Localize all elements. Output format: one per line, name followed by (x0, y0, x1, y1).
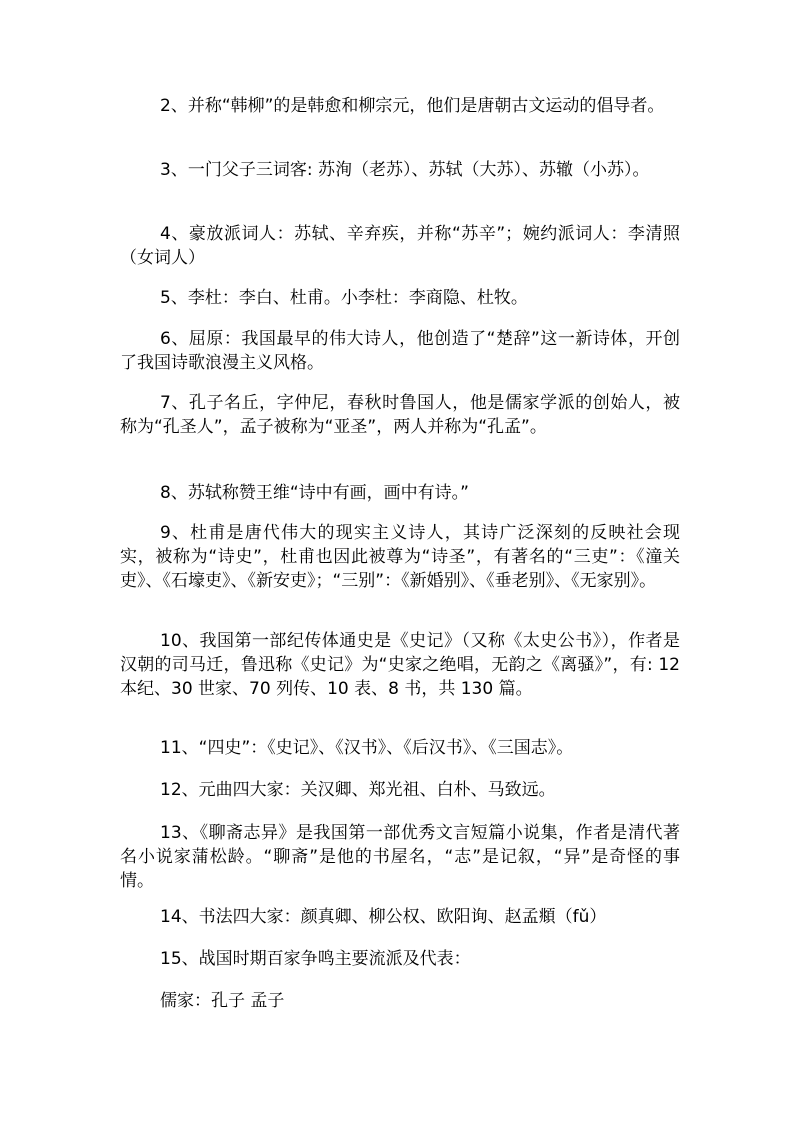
paragraph-10: 10、我国第一部纪传体通史是《史记》（又称《太史公书》），作者是汉朝的司马迁，鲁迅称《史记》为“史家之绝唱，无韵之《离骚》”，有: 12 本纪、30 世家、70 列传、10 表、8 书，共 130 篇。 (120, 631, 680, 699)
paragraph-13: 13、《聊斋志异》是我国第一部优秀文言短篇小说集，作者是清代著名小说家蒲松龄。“聊斋”是他的书屋名，“志”是记叙，“异”是奇怪的事情。 (120, 823, 680, 891)
paragraph-8: 8、苏轼称赞王维“诗中有画，画中有诗。” (160, 483, 469, 503)
paragraph-7: 7、孔子名丘，字仲尼，春秋时鲁国人，他是儒家学派的创始人，被称为“孔圣人”，孟子被称为“亚圣”，两人并称为“孔孟”。 (120, 393, 680, 437)
paragraph-3: 3、一门父子三词客: 苏洵（老苏）、苏轼（大苏）、苏辙（小苏）。 (160, 160, 650, 180)
paragraph-5: 5、李杜：李白、杜甫。小李杜：李商隐、杜牧。 (160, 288, 528, 308)
paragraph-9: 9、杜甫是唐代伟大的现实主义诗人，其诗广泛深刻的反映社会现实，被称为“诗史”，杜甫也因此被尊为“诗圣”，有著名的“三吏”：《潼关吏》、《石壕吏》、《新安吏》；“三别”：《新婚别》、《垂老别》、《无家别》。 (120, 523, 680, 591)
paragraph-12: 12、元曲四大家：关汉卿、郑光祖、白朴、马致远。 (160, 780, 556, 800)
paragraph-confucianism: 儒家：孔子 孟子 (160, 991, 285, 1011)
paragraph-4: 4、豪放派词人：苏轼、辛弃疾，并称“苏辛”；婉约派词人：李清照（女词人） (120, 224, 680, 268)
paragraph-15: 15、战国时期百家争鸣主要流派及代表： (160, 949, 471, 969)
paragraph-14: 14、书法四大家：颜真卿、柳公权、欧阳询、赵孟頫（fǔ） (160, 907, 607, 927)
paragraph-6: 6、屈原：我国最早的伟大诗人，他创造了“楚辞”这一新诗体，开创了我国诗歌浪漫主义风格。 (120, 329, 680, 373)
paragraph-11: 11、“四史”：《史记》、《汉书》、《后汉书》、《三国志》。 (160, 738, 574, 758)
paragraph-2: 2、并称“韩柳”的是韩愈和柳宗元，他们是唐朝古文运动的倡导者。 (160, 96, 665, 116)
